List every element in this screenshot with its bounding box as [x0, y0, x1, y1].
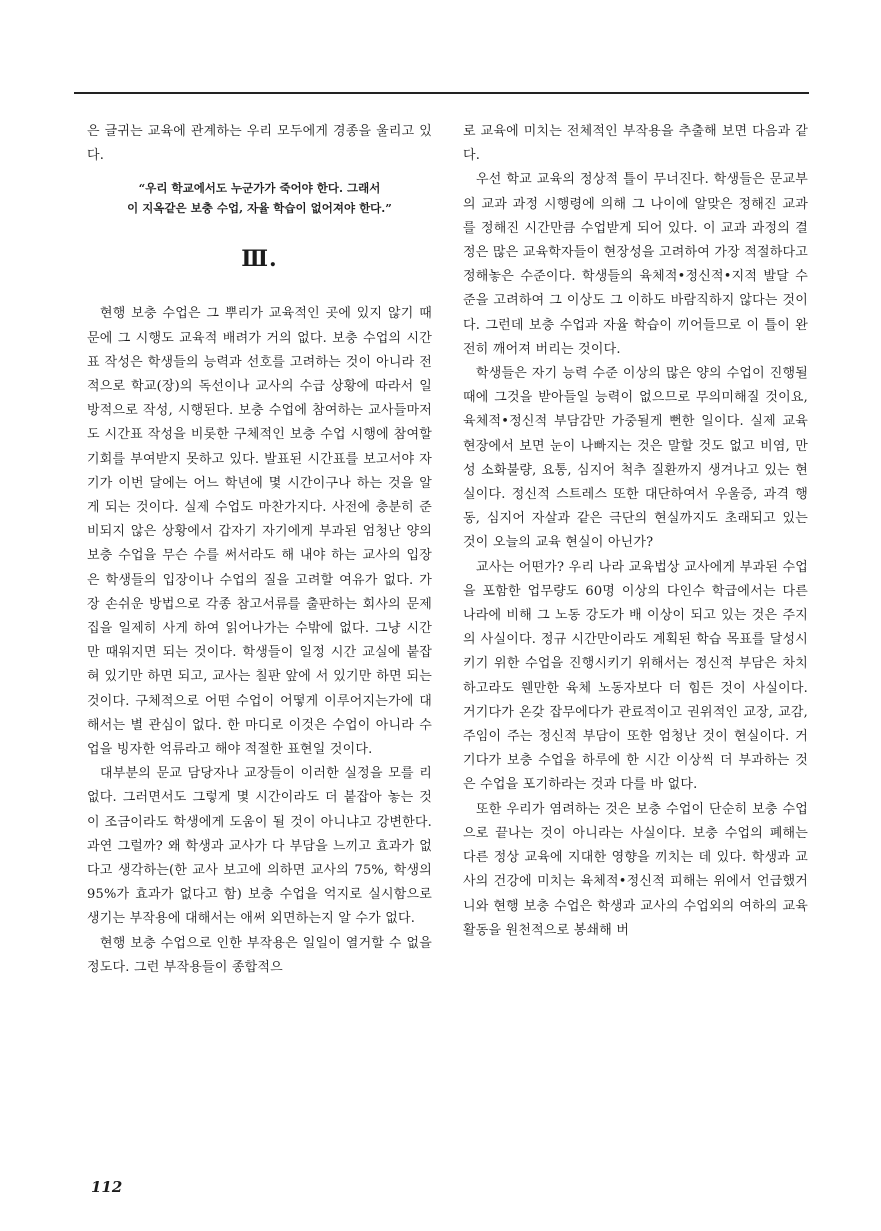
- paragraph: 은 글귀는 교육에 관계하는 우리 모두에게 경종을 울리고 있다.: [87, 124, 432, 164]
- right-column: [463, 120, 808, 943]
- top-rule: [74, 92, 809, 94]
- paragraph: 로 교육에 미치는 전체적인 부작용을 추출해 보면 다음과 같다.: [463, 124, 808, 164]
- paragraph: 학생들은 자기 능력 수준 이상의 많은 양의 수업이 진행될 때에 그것을 받아들일 능력이 없으므로 무의미해질 것이요, 육체적•정신적 부담감만 가중될게 뻔한 일이다. 실제 교육 현장에서 보면 눈이 나빠지는 것은 말할 것도 없고 비염, 만성 소화불량, 요통, 심지어 척추 질환까지 생겨나고 있는 현실이다. 정신적 스트레스 또한 대단하여서 우울증, 과격 행동, 심지어 자살과 같은 극단의 현실까지도 초래되고 있는 것이 오늘의 교육 현실이 아닌가?: [463, 366, 808, 551]
- block-quote: [87, 178, 432, 218]
- paragraph: 대부분의 문교 담당자나 교장들이 이러한 실정을 모를 리 없다. 그러면서도 그렇게 몇 시간이라도 더 붙잡아 놓는 것이 조금이라도 학생에게 도움이 될 것이 아니냐고 강변한다. 과연 그럴까? 왜 학생과 교사가 다 부담을 느끼고 효과가 없다고 생각하는(한 교사 보고에 의하면 교사의 75%, 학생의 95%가 효과가 없다고 함) 보충 수업을 억지로 실시함으로 생기는 부작용에 대해서는 애써 외면하는지 알 수가 없다.: [87, 766, 432, 927]
- quote-line: 이 지옥같은 보충 수업, 자율 학습이 없어져야 한다.”: [127, 201, 392, 216]
- paragraph: 또한 우리가 염려하는 것은 보충 수업이 단순히 보충 수업으로 끝나는 것이 아니라는 사실이다. 보충 수업의 폐해는 다른 정상 교육에 지대한 영향을 끼치는 데 있다. 학생과 교사의 건강에 미치는 육체적•정신적 피해는 위에서 언급했거니와 현행 보충 수업은 학생과 교사의 수업외의 여하의 교육 활동을 원천적으로 봉쇄해 버: [463, 801, 808, 938]
- paragraph: 교사는 어떤가? 우리 나라 교육법상 교사에게 부과된 수업을 포함한 업무량도 60명 이상의 다인수 학급에서는 다른 나라에 비해 그 노동 강도가 배 이상이 되고 있는 것은 주지의 사실이다. 정규 시간만이라도 계획된 학습 목표를 달성시키기 위한 수업을 진행시키기 위해서는 정신적 부담은 차치하고라도 웬만한 육체 노동자보다 더 힘든 것이 사실이다. 거기다가 온갖 잡무에다가 관료적이고 권위적인 교장, 교감, 주임이 주는 정신적 부담이 또한 엄청난 것이 현실이다. 거기다가 보충 수업을 하루에 한 시간 이상씩 더 부과하는 것은 수업을 포기하라는 것과 다를 바 없다.: [463, 559, 808, 793]
- paragraph: 우선 학교 교육의 정상적 틀이 무너진다. 학생들은 문교부의 교과 과정 시행령에 의해 그 나이에 알맞은 정해진 교과를 정해진 시간만큼 수업받게 되어 있다. 이 교과 과정의 결정은 많은 교육학자들이 현장성을 고려하여 가장 적절하다고 정해놓은 수준이다. 학생들의 육체적•정신적•지적 발달 수준을 고려하여 그 이상도 그 이하도 바람직하지 않다는 것이다. 그런데 보충 수업과 자율 학습이 끼어들므로 이 틀이 완전히 깨어져 버리는 것이다.: [463, 172, 808, 357]
- left-column: [87, 120, 432, 980]
- section-heading: Ⅲ.: [241, 246, 278, 273]
- paragraph: 현행 보충 수업으로 인한 부작용은 일일이 열거할 수 없을 정도다. 그런 부작용들이 종합적으: [87, 935, 432, 975]
- quote-line: “우리 학교에서도 누군가가 죽어야 한다. 그래서: [138, 181, 381, 196]
- paragraph: 현행 보충 수업은 그 뿌리가 교육적인 곳에 있지 않기 때문에 그 시행도 교육적 배려가 거의 없다. 보충 수업의 시간표 작성은 학생들의 능력과 선호를 고려하는 것이 아니라 전적으로 학교(장)의 독선이나 교사의 수급 상황에 따라서 일방적으로 작성, 시행된다. 보충 수업에 참여하는 교사들마저도 시간표 작성을 비롯한 구체적인 보충 수업 시행에 참여할 기회를 부여받지 못하고 있다. 발표된 시간표를 보고서야 자기가 이번 달에는 어느 학년에 몇 시간이구나 하는 것을 알게 되는 것이다. 실제 수업도 마찬가지다. 사전에 충분히 준비되지 않은 상황에서 갑자기 자기에게 부과된 엄청난 양의 보충 수업을 무슨 수를 써서라도 해 내야 하는 교사의 입장은 학생들의 입장이나 수업의 질을 고려할 여유가 없다. 가장 손쉬운 방법으로 각종 참고서류를 출판하는 회사의 문제집을 일제히 사게 하여 읽어나가는 수밖에 없다. 그냥 시간만 때워지면 되는 것이다. 학생들이 일정 시간 교실에 붙잡혀 있기만 하면 되고, 교사는 칠판 앞에 서 있기만 하면 되는 것이다. 구체적으로 어떤 수업이 어떻게 이루어지는가에 대해서는 별 관심이 없다. 한 마디로 이것은 수업이 아니라 수업을 빙자한 억류라고 해야 적절한 표현일 것이다.: [87, 306, 432, 758]
- page-number: 112: [91, 1178, 123, 1196]
